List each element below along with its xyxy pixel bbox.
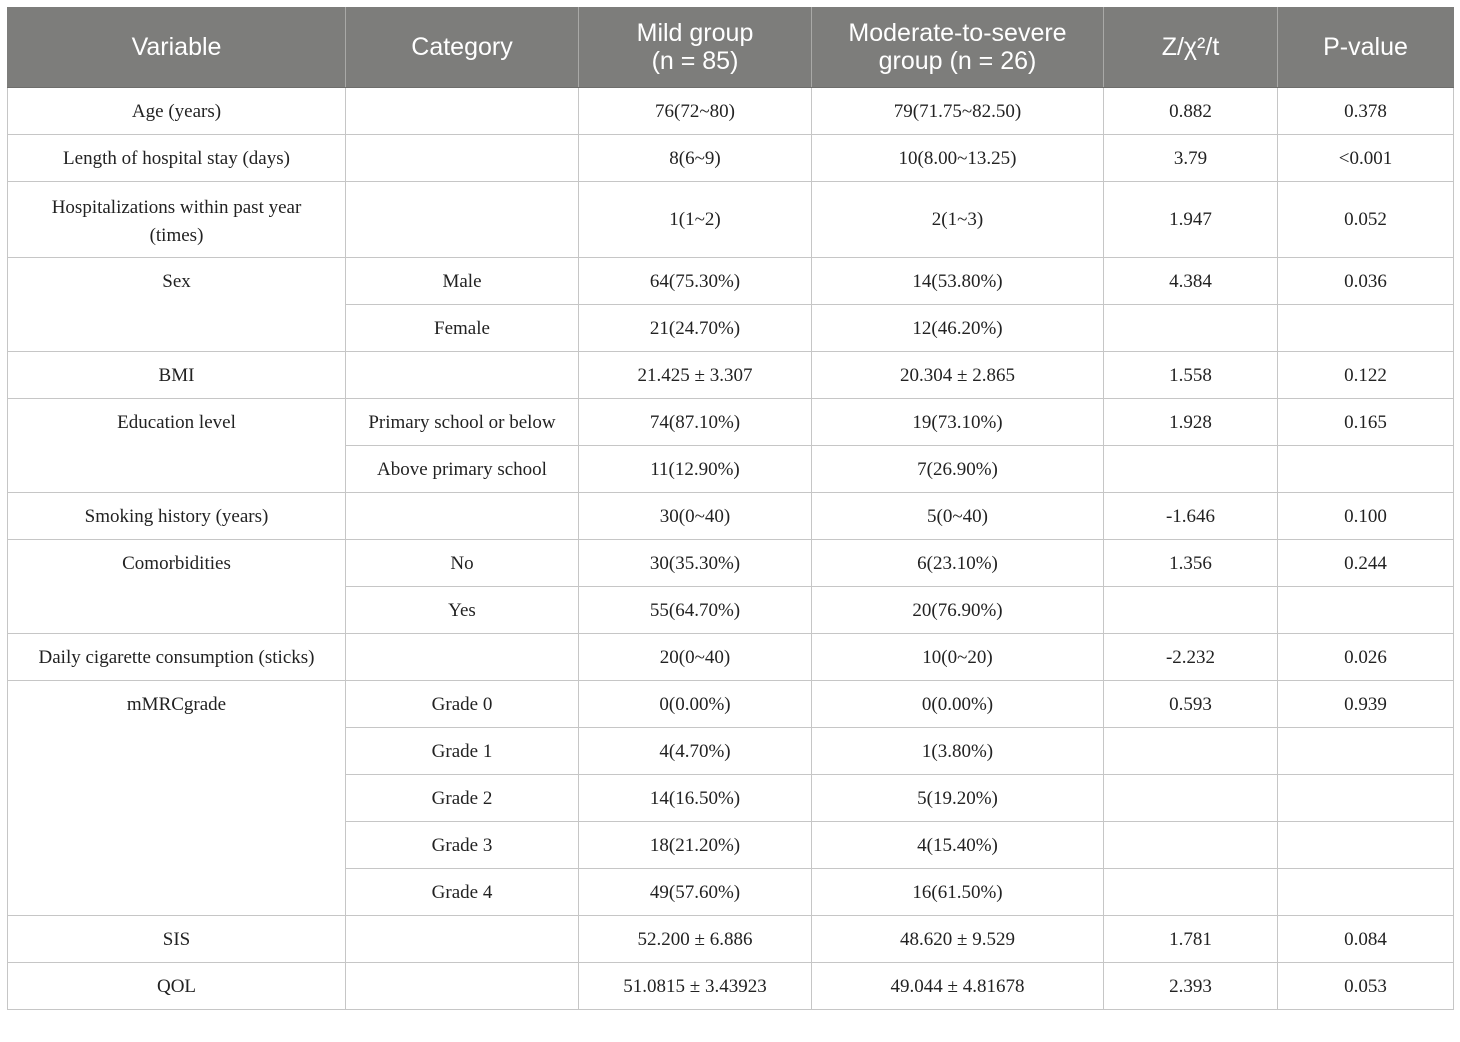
cell-category: Grade 1: [346, 728, 579, 775]
header-mod-line2: group (n = 26): [878, 47, 1037, 75]
cell-statistic: [1104, 587, 1278, 634]
cell-moderate: 10(8.00~13.25): [812, 135, 1104, 182]
cell-variable: Daily cigarette consumption (sticks): [8, 634, 346, 681]
cell-statistic: 4.384: [1104, 258, 1278, 305]
cell-p-value: [1278, 728, 1454, 775]
cell-p-value: [1278, 869, 1454, 916]
cell-category: [346, 135, 579, 182]
header-variable: Variable: [8, 7, 346, 88]
cell-statistic: 2.393: [1104, 963, 1278, 1010]
cell-mild: 20(0~40): [579, 634, 812, 681]
cell-statistic: [1104, 775, 1278, 822]
cell-p-value: [1278, 775, 1454, 822]
cell-variable-line1: Hospitalizations within past year: [51, 197, 302, 218]
header-statistic: Z/χ²/t: [1104, 7, 1278, 88]
cell-mild: 52.200 ± 6.886: [579, 916, 812, 963]
cell-moderate: 6(23.10%): [812, 540, 1104, 587]
cell-p-value: 0.244: [1278, 540, 1454, 587]
cell-category: [346, 963, 579, 1010]
cell-variable: Comorbidities: [8, 540, 346, 634]
cell-variable: SIS: [8, 916, 346, 963]
cell-variable: [8, 182, 346, 258]
cell-category: Grade 0: [346, 681, 579, 728]
cell-mild: 1(1~2): [579, 182, 812, 258]
cell-variable: Sex: [8, 258, 346, 352]
cell-mild: 51.0815 ± 3.43923: [579, 963, 812, 1010]
cell-p-value: 0.165: [1278, 399, 1454, 446]
cell-moderate: 7(26.90%): [812, 446, 1104, 493]
table-row: [8, 681, 1454, 728]
cell-mild: 76(72~80): [579, 88, 812, 135]
cell-mild: 11(12.90%): [579, 446, 812, 493]
header-mild-line1: Mild group: [636, 19, 754, 47]
cell-moderate: 20.304 ± 2.865: [812, 352, 1104, 399]
cell-p-value: 0.939: [1278, 681, 1454, 728]
cell-moderate: 1(3.80%): [812, 728, 1104, 775]
cell-statistic: 1.558: [1104, 352, 1278, 399]
cell-p-value: 0.053: [1278, 963, 1454, 1010]
cell-moderate: 19(73.10%): [812, 399, 1104, 446]
cell-category: [346, 916, 579, 963]
cell-category: Grade 3: [346, 822, 579, 869]
cell-moderate: 5(19.20%): [812, 775, 1104, 822]
header-mild-line2: (n = 85): [651, 47, 739, 75]
header-p-value: P-value: [1278, 7, 1454, 88]
cell-category: Yes: [346, 587, 579, 634]
cell-mild: 55(64.70%): [579, 587, 812, 634]
table-row: [8, 399, 1454, 446]
cell-mild: 18(21.20%): [579, 822, 812, 869]
cell-category: Grade 2: [346, 775, 579, 822]
cell-moderate: 2(1~3): [812, 182, 1104, 258]
cell-variable: mMRCgrade: [8, 681, 346, 916]
cell-p-value: 0.122: [1278, 352, 1454, 399]
table-row: [8, 634, 1454, 681]
cell-p-value: [1278, 587, 1454, 634]
cell-category: Male: [346, 258, 579, 305]
cell-mild: 30(0~40): [579, 493, 812, 540]
cell-variable: Education level: [8, 399, 346, 493]
cell-mild: 64(75.30%): [579, 258, 812, 305]
cell-category: [346, 182, 579, 258]
cell-moderate: 0(0.00%): [812, 681, 1104, 728]
cell-statistic: -2.232: [1104, 634, 1278, 681]
cell-statistic: 3.79: [1104, 135, 1278, 182]
cell-moderate: 14(53.80%): [812, 258, 1104, 305]
header-mod-line1: Moderate-to-severe: [848, 19, 1067, 47]
table-header-row: [8, 7, 1454, 88]
cell-moderate: 4(15.40%): [812, 822, 1104, 869]
cell-statistic: [1104, 446, 1278, 493]
cell-statistic: -1.646: [1104, 493, 1278, 540]
cell-p-value: [1278, 822, 1454, 869]
header-category: Category: [346, 7, 579, 88]
cell-p-value: 0.052: [1278, 182, 1454, 258]
table-row: [8, 916, 1454, 963]
cell-p-value: 0.378: [1278, 88, 1454, 135]
table-row: [8, 135, 1454, 182]
cell-statistic: 1.781: [1104, 916, 1278, 963]
cell-moderate: 20(76.90%): [812, 587, 1104, 634]
cell-moderate: 79(71.75~82.50): [812, 88, 1104, 135]
cell-category: Primary school or below: [346, 399, 579, 446]
cell-mild: 74(87.10%): [579, 399, 812, 446]
cell-mild: 0(0.00%): [579, 681, 812, 728]
cell-variable: Smoking history (years): [8, 493, 346, 540]
table-row: [8, 258, 1454, 305]
cell-moderate: 5(0~40): [812, 493, 1104, 540]
cell-category: Grade 4: [346, 869, 579, 916]
table-row: [8, 182, 1454, 258]
cell-variable: Age (years): [8, 88, 346, 135]
cell-mild: 21.425 ± 3.307: [579, 352, 812, 399]
cell-category: No: [346, 540, 579, 587]
cell-moderate: 12(46.20%): [812, 305, 1104, 352]
cell-moderate: 48.620 ± 9.529: [812, 916, 1104, 963]
cell-category: [346, 352, 579, 399]
table-row: [8, 963, 1454, 1010]
cell-statistic: [1104, 728, 1278, 775]
cell-variable-line2: (times): [149, 225, 204, 246]
cell-category: Above primary school: [346, 446, 579, 493]
cell-moderate: 10(0~20): [812, 634, 1104, 681]
cell-variable: QOL: [8, 963, 346, 1010]
cell-p-value: 0.026: [1278, 634, 1454, 681]
cell-statistic: [1104, 869, 1278, 916]
cell-variable: Length of hospital stay (days): [8, 135, 346, 182]
cell-category: Female: [346, 305, 579, 352]
cell-statistic: 1.928: [1104, 399, 1278, 446]
table-row: [8, 540, 1454, 587]
table-row: [8, 352, 1454, 399]
cell-moderate: 16(61.50%): [812, 869, 1104, 916]
cell-moderate: 49.044 ± 4.81678: [812, 963, 1104, 1010]
cell-statistic: [1104, 822, 1278, 869]
cell-mild: 21(24.70%): [579, 305, 812, 352]
cell-category: [346, 493, 579, 540]
cell-mild: 14(16.50%): [579, 775, 812, 822]
cell-statistic: 0.593: [1104, 681, 1278, 728]
table-row: [8, 493, 1454, 540]
table-row: [8, 88, 1454, 135]
cell-p-value: [1278, 305, 1454, 352]
comparison-table: [7, 7, 1454, 1010]
cell-statistic: 1.947: [1104, 182, 1278, 258]
cell-mild: 8(6~9): [579, 135, 812, 182]
cell-mild: 30(35.30%): [579, 540, 812, 587]
cell-mild: 49(57.60%): [579, 869, 812, 916]
cell-p-value: 0.084: [1278, 916, 1454, 963]
cell-statistic: 1.356: [1104, 540, 1278, 587]
cell-statistic: [1104, 305, 1278, 352]
cell-mild: 4(4.70%): [579, 728, 812, 775]
cell-p-value: 0.036: [1278, 258, 1454, 305]
cell-category: [346, 634, 579, 681]
cell-category: [346, 88, 579, 135]
cell-variable: BMI: [8, 352, 346, 399]
header-moderate-group: [812, 7, 1104, 88]
cell-p-value: 0.100: [1278, 493, 1454, 540]
cell-p-value: <0.001: [1278, 135, 1454, 182]
cell-statistic: 0.882: [1104, 88, 1278, 135]
cell-p-value: [1278, 446, 1454, 493]
header-mild-group: [579, 7, 812, 88]
